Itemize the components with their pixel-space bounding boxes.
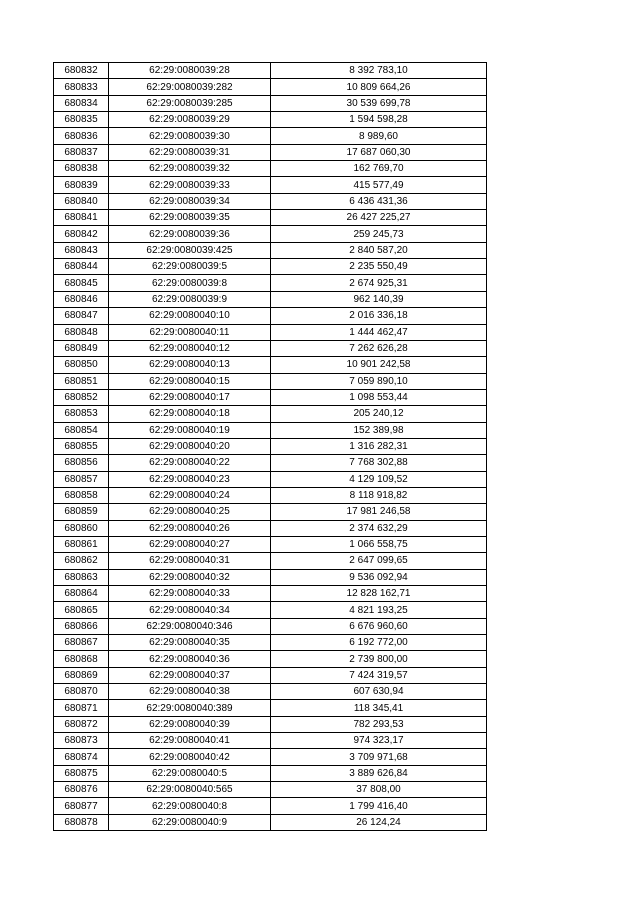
value-cell: 259 245,73	[271, 226, 487, 242]
value-cell: 2 674 925,31	[271, 275, 487, 291]
table-row	[54, 259, 487, 275]
value-cell: 3 709 971,68	[271, 749, 487, 765]
row-number-cell: 680857	[54, 471, 109, 487]
table-row	[54, 520, 487, 536]
cadastral-number-cell: 62:29:0080040:346	[109, 618, 271, 634]
table-row	[54, 406, 487, 422]
cadastral-number-cell: 62:29:0080040:25	[109, 504, 271, 520]
row-number-cell: 680870	[54, 684, 109, 700]
row-number-cell: 680869	[54, 667, 109, 683]
value-cell: 1 594 598,28	[271, 112, 487, 128]
row-number-cell: 680850	[54, 357, 109, 373]
value-cell: 30 539 699,78	[271, 95, 487, 111]
value-cell: 3 889 626,84	[271, 765, 487, 781]
row-number-cell: 680833	[54, 79, 109, 95]
value-cell: 37 808,00	[271, 782, 487, 798]
row-number-cell: 680838	[54, 161, 109, 177]
value-cell: 10 809 664,26	[271, 79, 487, 95]
row-number-cell: 680832	[54, 63, 109, 79]
value-cell: 7 059 890,10	[271, 373, 487, 389]
cadastral-number-cell: 62:29:0080040:39	[109, 716, 271, 732]
cadastral-number-cell: 62:29:0080040:9	[109, 814, 271, 830]
value-cell: 2 016 336,18	[271, 308, 487, 324]
value-cell: 17 981 246,58	[271, 504, 487, 520]
table-row	[54, 635, 487, 651]
row-number-cell: 680852	[54, 389, 109, 405]
value-cell: 12 828 162,71	[271, 586, 487, 602]
table-row	[54, 749, 487, 765]
cadastral-number-cell: 62:29:0080040:26	[109, 520, 271, 536]
table-row	[54, 275, 487, 291]
table-row	[54, 438, 487, 454]
table-row	[54, 373, 487, 389]
table-row	[54, 161, 487, 177]
value-cell: 6 436 431,36	[271, 193, 487, 209]
table-row	[54, 814, 487, 830]
cadastral-number-cell: 62:29:0080040:10	[109, 308, 271, 324]
value-cell: 26 124,24	[271, 814, 487, 830]
cadastral-number-cell: 62:29:0080040:19	[109, 422, 271, 438]
cadastral-number-cell: 62:29:0080040:31	[109, 553, 271, 569]
cadastral-number-cell: 62:29:0080039:28	[109, 63, 271, 79]
table-row	[54, 324, 487, 340]
table-row	[54, 455, 487, 471]
row-number-cell: 680834	[54, 95, 109, 111]
table-row	[54, 128, 487, 144]
cadastral-number-cell: 62:29:0080040:565	[109, 782, 271, 798]
value-cell: 607 630,94	[271, 684, 487, 700]
value-cell: 4 129 109,52	[271, 471, 487, 487]
cadastral-number-cell: 62:29:0080040:8	[109, 798, 271, 814]
row-number-cell: 680874	[54, 749, 109, 765]
row-number-cell: 680854	[54, 422, 109, 438]
value-cell: 9 536 092,94	[271, 569, 487, 585]
table-row	[54, 667, 487, 683]
cadastral-number-cell: 62:29:0080040:15	[109, 373, 271, 389]
cadastral-number-cell: 62:29:0080039:8	[109, 275, 271, 291]
table-row	[54, 210, 487, 226]
value-cell: 1 444 462,47	[271, 324, 487, 340]
row-number-cell: 680842	[54, 226, 109, 242]
cadastral-number-cell: 62:29:0080040:24	[109, 487, 271, 503]
value-cell: 974 323,17	[271, 733, 487, 749]
table-row	[54, 798, 487, 814]
row-number-cell: 680855	[54, 438, 109, 454]
row-number-cell: 680865	[54, 602, 109, 618]
row-number-cell: 680878	[54, 814, 109, 830]
table-row	[54, 782, 487, 798]
row-number-cell: 680849	[54, 340, 109, 356]
cadastral-number-cell: 62:29:0080040:23	[109, 471, 271, 487]
row-number-cell: 680876	[54, 782, 109, 798]
value-cell: 17 687 060,30	[271, 144, 487, 160]
cadastral-value-table	[53, 62, 487, 831]
cadastral-number-cell: 62:29:0080039:32	[109, 161, 271, 177]
value-cell: 1 316 282,31	[271, 438, 487, 454]
table-row	[54, 357, 487, 373]
value-cell: 1 799 416,40	[271, 798, 487, 814]
value-cell: 10 901 242,58	[271, 357, 487, 373]
value-cell: 2 374 632,29	[271, 520, 487, 536]
value-cell: 8 118 918,82	[271, 487, 487, 503]
value-cell: 7 424 319,57	[271, 667, 487, 683]
cadastral-number-cell: 62:29:0080039:34	[109, 193, 271, 209]
row-number-cell: 680871	[54, 700, 109, 716]
cadastral-number-cell: 62:29:0080039:285	[109, 95, 271, 111]
cadastral-number-cell: 62:29:0080040:13	[109, 357, 271, 373]
cadastral-number-cell: 62:29:0080040:389	[109, 700, 271, 716]
row-number-cell: 680867	[54, 635, 109, 651]
row-number-cell: 680873	[54, 733, 109, 749]
value-cell: 2 235 550,49	[271, 259, 487, 275]
table-row	[54, 389, 487, 405]
cadastral-number-cell: 62:29:0080039:36	[109, 226, 271, 242]
row-number-cell: 680835	[54, 112, 109, 128]
table-row	[54, 242, 487, 258]
row-number-cell: 680862	[54, 553, 109, 569]
cadastral-number-cell: 62:29:0080040:27	[109, 536, 271, 552]
value-cell: 152 389,98	[271, 422, 487, 438]
row-number-cell: 680856	[54, 455, 109, 471]
cadastral-number-cell: 62:29:0080040:12	[109, 340, 271, 356]
row-number-cell: 680860	[54, 520, 109, 536]
cadastral-number-cell: 62:29:0080039:33	[109, 177, 271, 193]
row-number-cell: 680861	[54, 536, 109, 552]
table-row	[54, 553, 487, 569]
value-cell: 118 345,41	[271, 700, 487, 716]
cadastral-number-cell: 62:29:0080040:32	[109, 569, 271, 585]
value-cell: 8 392 783,10	[271, 63, 487, 79]
row-number-cell: 680875	[54, 765, 109, 781]
row-number-cell: 680864	[54, 586, 109, 602]
value-cell: 2 647 099,65	[271, 553, 487, 569]
cadastral-number-cell: 62:29:0080039:35	[109, 210, 271, 226]
row-number-cell: 680843	[54, 242, 109, 258]
value-cell: 26 427 225,27	[271, 210, 487, 226]
row-number-cell: 680840	[54, 193, 109, 209]
row-number-cell: 680858	[54, 487, 109, 503]
table-row	[54, 765, 487, 781]
row-number-cell: 680845	[54, 275, 109, 291]
row-number-cell: 680859	[54, 504, 109, 520]
value-cell: 1 098 553,44	[271, 389, 487, 405]
table-row	[54, 684, 487, 700]
value-cell: 8 989,60	[271, 128, 487, 144]
table-row	[54, 471, 487, 487]
table-row	[54, 63, 487, 79]
value-cell: 415 577,49	[271, 177, 487, 193]
cadastral-number-cell: 62:29:0080040:38	[109, 684, 271, 700]
value-cell: 2 840 587,20	[271, 242, 487, 258]
cadastral-number-cell: 62:29:0080040:41	[109, 733, 271, 749]
value-cell: 7 262 626,28	[271, 340, 487, 356]
cadastral-number-cell: 62:29:0080039:29	[109, 112, 271, 128]
row-number-cell: 680866	[54, 618, 109, 634]
value-cell: 4 821 193,25	[271, 602, 487, 618]
table-row	[54, 651, 487, 667]
table-row	[54, 112, 487, 128]
table-row	[54, 733, 487, 749]
cadastral-number-cell: 62:29:0080040:22	[109, 455, 271, 471]
value-cell: 6 192 772,00	[271, 635, 487, 651]
table-row	[54, 487, 487, 503]
row-number-cell: 680872	[54, 716, 109, 732]
value-cell: 1 066 558,75	[271, 536, 487, 552]
value-cell: 7 768 302,88	[271, 455, 487, 471]
row-number-cell: 680851	[54, 373, 109, 389]
table-row	[54, 340, 487, 356]
cadastral-number-cell: 62:29:0080040:35	[109, 635, 271, 651]
cadastral-number-cell: 62:29:0080040:36	[109, 651, 271, 667]
cadastral-number-cell: 62:29:0080039:31	[109, 144, 271, 160]
table-row	[54, 95, 487, 111]
cadastral-number-cell: 62:29:0080040:18	[109, 406, 271, 422]
cadastral-number-cell: 62:29:0080040:5	[109, 765, 271, 781]
value-cell: 962 140,39	[271, 291, 487, 307]
table-row	[54, 569, 487, 585]
cadastral-number-cell: 62:29:0080039:425	[109, 242, 271, 258]
row-number-cell: 680868	[54, 651, 109, 667]
cadastral-number-cell: 62:29:0080040:34	[109, 602, 271, 618]
table-body	[54, 63, 487, 831]
cadastral-number-cell: 62:29:0080039:5	[109, 259, 271, 275]
table-row	[54, 308, 487, 324]
row-number-cell: 680863	[54, 569, 109, 585]
cadastral-number-cell: 62:29:0080040:37	[109, 667, 271, 683]
row-number-cell: 680837	[54, 144, 109, 160]
cadastral-number-cell: 62:29:0080039:30	[109, 128, 271, 144]
row-number-cell: 680877	[54, 798, 109, 814]
value-cell: 782 293,53	[271, 716, 487, 732]
cadastral-number-cell: 62:29:0080040:20	[109, 438, 271, 454]
value-cell: 2 739 800,00	[271, 651, 487, 667]
cadastral-number-cell: 62:29:0080040:42	[109, 749, 271, 765]
table-row	[54, 586, 487, 602]
cadastral-number-cell: 62:29:0080039:282	[109, 79, 271, 95]
table-row	[54, 226, 487, 242]
row-number-cell: 680853	[54, 406, 109, 422]
table-row	[54, 536, 487, 552]
row-number-cell: 680846	[54, 291, 109, 307]
table-row	[54, 144, 487, 160]
cadastral-number-cell: 62:29:0080040:33	[109, 586, 271, 602]
table-row	[54, 291, 487, 307]
table-row	[54, 177, 487, 193]
row-number-cell: 680844	[54, 259, 109, 275]
value-cell: 6 676 960,60	[271, 618, 487, 634]
table-row	[54, 716, 487, 732]
table-row	[54, 700, 487, 716]
table-row	[54, 504, 487, 520]
table-row	[54, 79, 487, 95]
table-row	[54, 422, 487, 438]
value-cell: 205 240,12	[271, 406, 487, 422]
cadastral-number-cell: 62:29:0080040:17	[109, 389, 271, 405]
table-row	[54, 602, 487, 618]
cadastral-number-cell: 62:29:0080039:9	[109, 291, 271, 307]
row-number-cell: 680839	[54, 177, 109, 193]
cadastral-number-cell: 62:29:0080040:11	[109, 324, 271, 340]
row-number-cell: 680841	[54, 210, 109, 226]
row-number-cell: 680848	[54, 324, 109, 340]
table-row	[54, 618, 487, 634]
value-cell: 162 769,70	[271, 161, 487, 177]
row-number-cell: 680836	[54, 128, 109, 144]
row-number-cell: 680847	[54, 308, 109, 324]
table-row	[54, 193, 487, 209]
